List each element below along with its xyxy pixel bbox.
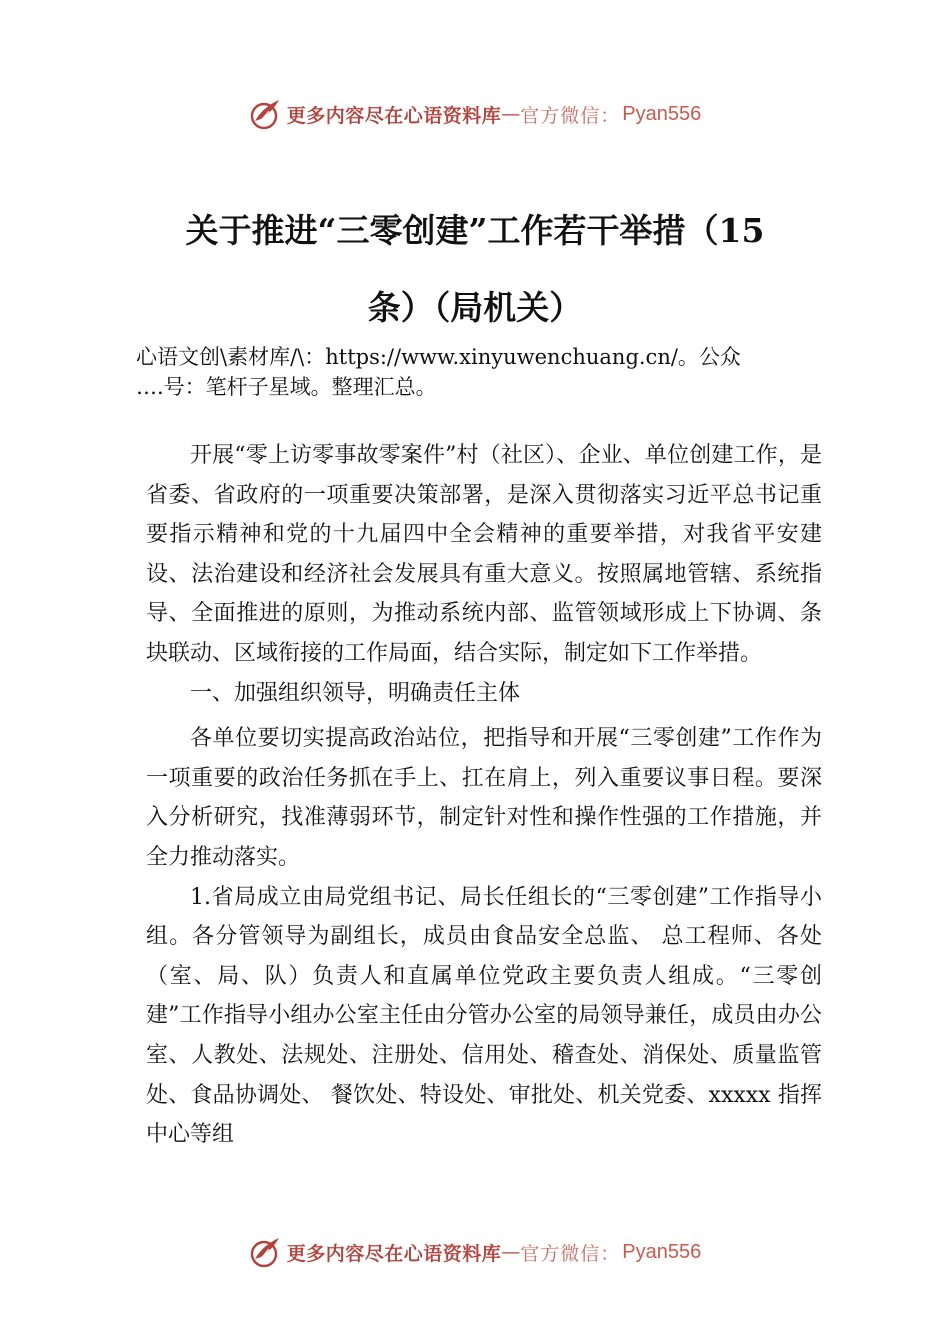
paragraph-item-1: 1.省局成立由局党组书记、局长任组长的“三零创建”工作指导小组。各分管领导为副组长，成员由食品安全总监、 总工程师、各处（室、局、队）负责人和直属单位党政主要负责人组成。“三零创建”工作指导小组办公室主任由分管办公室的局领导兼任，成员由办公室、人教处、法规处、注册处、信用处、稽查处、消保处、质量监管处、食品协调处、 餐饮处、特设处、审批处、机关党委、xxxxx 指挥中心等组 — [146, 884, 822, 1148]
banner-wechat-label: 官方微信： — [520, 1242, 621, 1265]
banner-wechat-label: 官方微信： — [520, 104, 621, 127]
document-title-line2: 条）（局机关） — [367, 288, 583, 327]
banner-separator: — — [501, 1241, 521, 1263]
section-heading-1: 一、加强组织领导，明确责任主体 — [190, 680, 521, 706]
document-title-line1: 关于推进“三零创建”工作若干举措（15 — [185, 211, 765, 250]
paragraph-section-1: 各单位要切实提高政治站位，把指导和开展“三零创建”工作作为一项重要的政治任务抓在手上、扛在肩上，列入重要议事日程。要深入分析研究，找准薄弱环节，制定针对性和操作性强的工作措施，并全力推动落实。 — [146, 726, 822, 870]
banner-text: 更多内容尽在心语资料库 — [286, 104, 502, 127]
quill-logo-icon — [249, 1235, 283, 1269]
banner-wechat-id: Pyan556 — [622, 1240, 702, 1263]
quill-logo-icon — [249, 97, 283, 131]
banner-wechat-id: Pyan556 — [622, 102, 702, 125]
banner-separator: — — [501, 103, 521, 125]
source-note — [136, 342, 846, 402]
source-line2: ….号：笔杆子星域。整理汇总。 — [136, 375, 437, 399]
header-banner — [0, 94, 950, 134]
footer-banner — [0, 1232, 950, 1272]
document-body — [146, 436, 822, 1155]
paragraph-intro: 开展“零上访零事故零案件”村（社区）、企业、单位创建工作，是省委、省政府的一项重要决策部署，是深入贯彻落实习近平总书记重要指示精神和党的十九届四中全会精神的重要举措，对我省平安建设、法治建设和经济社会发展具有重大意义。按照属地管辖、系统指导、全面推进的原则，为推动系统内部、监管领域形成上下协调、条块联动、区域衔接的工作局面，结合实际，制定如下工作举措。 — [146, 443, 822, 666]
source-line1: 心语文创\素材库/\：https://www.xinyuwenchuang.cn/。公众 — [136, 345, 741, 369]
banner-text: 更多内容尽在心语资料库 — [286, 1242, 502, 1265]
